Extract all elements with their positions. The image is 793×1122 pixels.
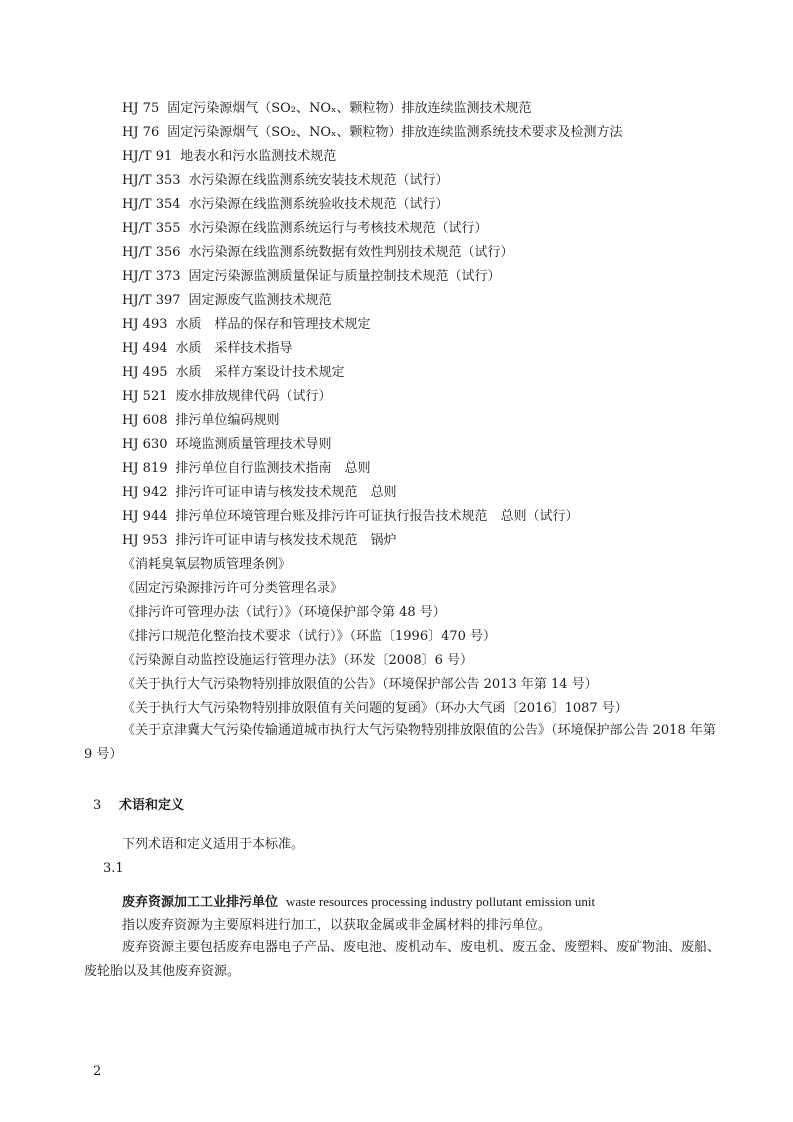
ref-code: HJ/T 397 (122, 293, 181, 308)
ref-line (122, 245, 514, 261)
term-definition: 指以废弃资源为主要原料进行加工，以获取金属或非金属材料的排污单位。 (122, 918, 552, 933)
term-entry (122, 894, 595, 911)
ref-code: HJ 76 (122, 125, 160, 140)
ref-line (122, 341, 293, 357)
ref-title: 水质 样品的保存和管理技术规定 (175, 317, 371, 332)
doc-reference: 《排污许可管理办法（试行）》（环境保护部令第 48 号） (122, 605, 446, 620)
term-english: waste resources processing industry pollutant emission unit (286, 894, 596, 909)
ref-title: 固定污染源监测质量保证与质量控制技术规范（试行） (188, 269, 501, 284)
ref-line (122, 485, 397, 501)
ref-code: HJ 493 (122, 317, 168, 332)
ref-code: HJ 495 (122, 365, 168, 380)
ref-title: 水污染源在线监测系统验收技术规范（试行） (188, 197, 449, 212)
ref-line (122, 197, 449, 213)
ref-title: 水质 采样技术指导 (175, 341, 293, 356)
doc-reference: 《关于执行大气污染物特别排放限值有关问题的复函》（环办大气函〔2016〕1087 号） (122, 701, 628, 716)
ref-code: HJ 75 (122, 101, 160, 116)
doc-reference: 《关于执行大气污染物特别排放限值的公告》（环境保护部公告 2013 年第 14 号） (122, 677, 598, 692)
ref-title: 水污染源在线监测系统运行与考核技术规范（试行） (188, 221, 488, 236)
intro-paragraph: 下列术语和定义适用于本标准。 (122, 837, 305, 852)
ref-title: 排污许可证申请与核发技术规范 锅炉 (175, 533, 397, 548)
ref-line (122, 533, 397, 549)
doc-reference: 《排污口规范化整治技术要求（试行）》（环监〔1996〕470 号） (122, 629, 497, 644)
ref-title: 水质 采样方案设计技术规定 (175, 365, 345, 380)
ref-title: 排污单位环境管理台账及排污许可证执行报告技术规范 总则（试行） (175, 509, 579, 524)
ref-line (122, 125, 623, 141)
section-heading (93, 798, 184, 814)
ref-code: HJ/T 355 (122, 221, 181, 236)
ref-code: HJ/T 91 (122, 149, 173, 164)
ref-line (122, 389, 332, 405)
ref-code: HJ/T 353 (122, 173, 181, 188)
ref-line (122, 317, 371, 333)
ref-code: HJ 953 (122, 533, 168, 548)
ref-title: 废水排放规律代码（试行） (175, 389, 332, 404)
ref-line (122, 101, 532, 117)
ref-code: HJ/T 356 (122, 245, 181, 260)
ref-line (122, 293, 332, 309)
page-number: 2 (93, 1064, 102, 1079)
term-chinese: 废弃资源加工工业排污单位 (122, 895, 279, 910)
ref-title: 水污染源在线监测系统数据有效性判别技术规范（试行） (188, 245, 514, 260)
ref-code: HJ 608 (122, 413, 168, 428)
ref-code: HJ 521 (122, 389, 168, 404)
ref-code: HJ 494 (122, 341, 168, 356)
ref-line (122, 173, 449, 189)
ref-line (122, 437, 332, 453)
ref-title: 排污单位自行监测技术指南 总则 (175, 461, 371, 476)
ref-title: 地表水和污水监测技术规范 (180, 149, 337, 164)
ref-title: 排污许可证申请与核发技术规范 总则 (175, 485, 397, 500)
clause-number: 3.1 (103, 861, 124, 876)
ref-line (122, 221, 488, 237)
ref-title: 环境监测质量管理技术导则 (175, 437, 332, 452)
section-number: 3 (93, 798, 102, 813)
ref-line (122, 269, 501, 285)
ref-line (122, 149, 336, 165)
ref-line (122, 509, 579, 525)
ref-code: HJ 944 (122, 509, 168, 524)
ref-title: 水污染源在线监测系统安装技术规范（试行） (188, 173, 449, 188)
ref-code: HJ/T 373 (122, 269, 181, 284)
doc-reference: 《污染源自动监控设施运行管理办法》（环发〔2008〕6 号） (122, 653, 473, 668)
doc-reference: 《固定污染源排污许可分类管理名录》 (122, 581, 344, 596)
ref-code: HJ 942 (122, 485, 168, 500)
doc-reference-long: 《关于京津冀大气污染传输通道城市执行大气污染物特别排放限值的公告》（环境保护部公告 2018 年第 9 号） (84, 723, 716, 762)
ref-title: 固定污染源烟气（SO₂、NOₓ、颗粒物）排放连续监测技术规范 (167, 101, 532, 116)
ref-title: 固定污染源烟气（SO₂、NOₓ、颗粒物）排放连续监测系统技术要求及检测方法 (167, 125, 623, 140)
doc-reference: 《消耗臭氧层物质管理条例》 (122, 557, 292, 572)
ref-code: HJ 819 (122, 461, 168, 476)
ref-title: 固定源废气监测技术规范 (188, 293, 332, 308)
ref-line (122, 413, 280, 429)
ref-line (122, 365, 345, 381)
section-title: 术语和定义 (119, 798, 185, 813)
ref-code: HJ 630 (122, 437, 168, 452)
ref-line (122, 461, 371, 477)
term-note: 废弃资源主要包括废弃电器电子产品、废电池、废机动车、废电机、废五金、废塑料、废矿物油、废船、废轮胎以及其他废弃资源。 (84, 940, 721, 979)
ref-title: 排污单位编码规则 (175, 413, 280, 428)
ref-code: HJ/T 354 (122, 197, 181, 212)
